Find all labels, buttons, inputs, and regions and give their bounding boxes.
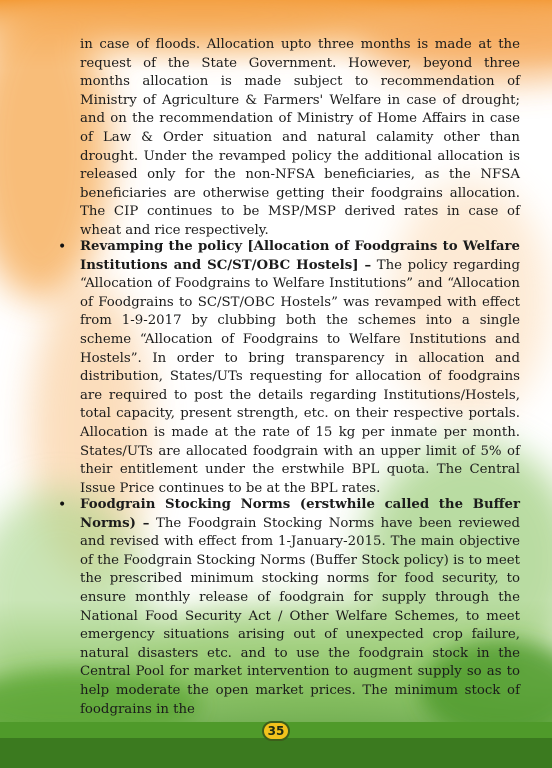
intro-paragraph: in case of floods. Allocation upto three months is made at the request of the State Government. However, beyond three months allocation is made subject to recommendation of Ministry of Agriculture & Farmers' Welfare in case of drought; and on the recommendation of Ministry of Home Affairs in case of Law & Order situation and natural calamity other than drought. Under the revamped policy the additional allocation is released only for the non-NFSA beneficiaries, as the NFSA beneficiaries are otherwise getting their foodgrains allocation. The CIP continues to be MSP/MSP derived rates in case of wheat and rice respectively.	[80, 37, 520, 238]
bullet-text	[80, 238, 520, 498]
bullet-symbol: •	[58, 239, 67, 255]
page-number-badge: 35	[262, 721, 290, 741]
bullet-heading: Foodgrain Stocking Norms (erstwhile called the Buffer Norms) –	[80, 497, 520, 531]
bullet-body: The Foodgrain Stocking Norms have been reviewed and revised with effect from 1-January-2015. The main objective of the Foodgrain Stocking Norms (Buffer Stock policy) is to meet the prescribed minimum stocking norms for food security, to ensure monthly release of foodgrain for supply through the National Food Security Act / Other Welfare Schemes, to meet emergency situations arising out of unexpected crop failure, natural disasters etc. and to use the foodgrain stock in the Central Pool for market intervention to augment supply so as to help moderate the open market prices. The minimum stock of foodgrains in the	[80, 515, 521, 717]
bullet-stocking-norms	[58, 496, 520, 719]
footer	[0, 724, 552, 743]
bullet-welfare-institutions	[58, 238, 520, 498]
bullet-body: The policy regarding “Allocation of Foodgrains to Welfare Institutions” and “Allocation of Foodgrains to SC/ST/OBC Hostels” was revamped with effect from 1-9-2017 by clubbing both the schemes into a single scheme “Allocation of Foodgrains to Welfare Institutions and Hostels”. In order to bring transparency in allocation and distribution, States/UTs requesting for allocation of foodgrains are required to post the details regarding Institutions/Hostels, total capacity, present strength, etc. on their respective portals. Allocation is made at the rate of 15 kg per inmate per month. States/UTs are allocated foodgrain with an upper limit of 5% of their entitlement under the erstwhile BPL quota. The Central Issue Price continues to be at the BPL rates.	[80, 257, 520, 496]
bullet-heading: Revamping the policy [Allocation of Foodgrains to Welfare Institutions and SC/ST/OBC Hostels] –	[80, 239, 520, 273]
bullet-text	[80, 496, 520, 719]
bullet-symbol: •	[58, 497, 67, 513]
